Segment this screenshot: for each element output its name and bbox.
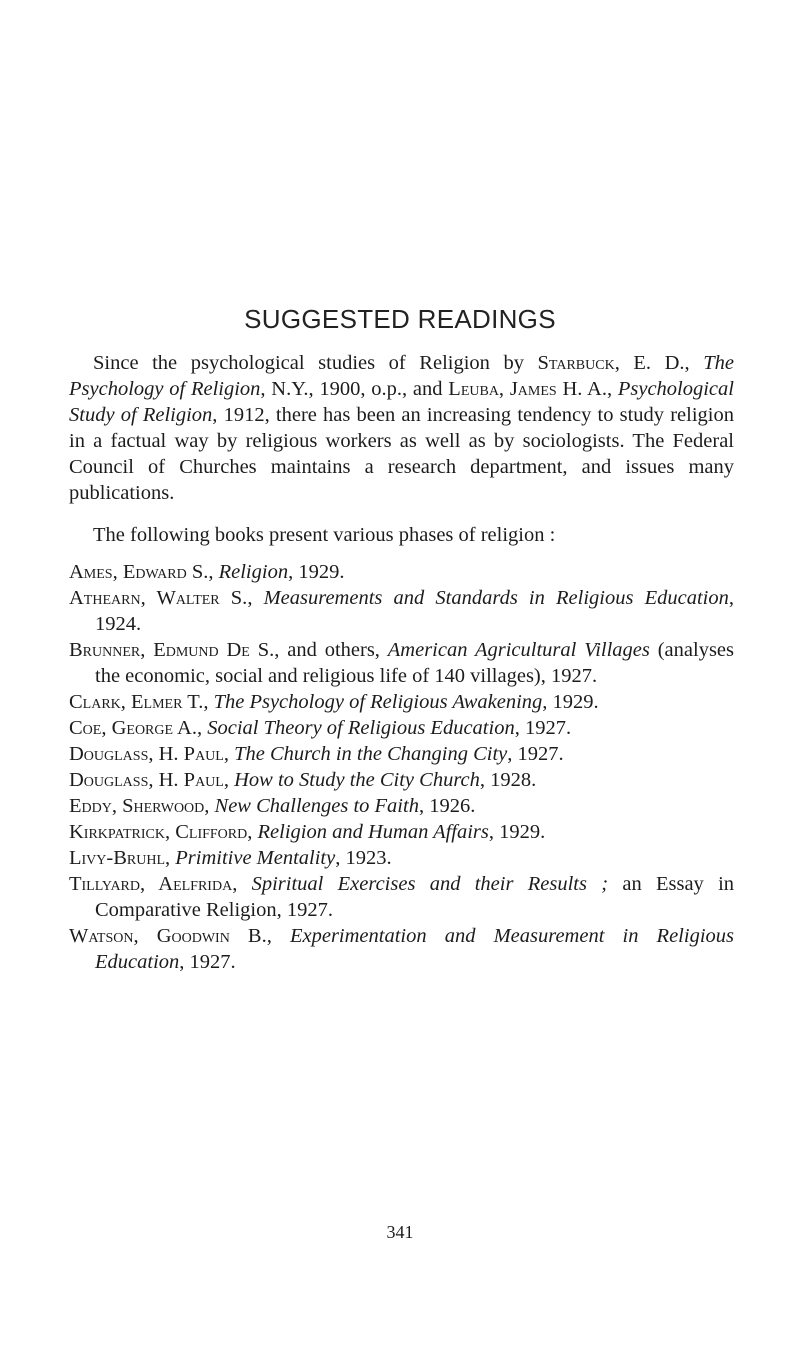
reference-separator: , and others, — [274, 639, 388, 661]
reference-details: an Essay in Comparative Religion, 1927. — [95, 873, 735, 921]
intro-paragraph — [69, 350, 734, 506]
reference-details: , 1926. — [418, 795, 476, 817]
reference-item — [69, 689, 734, 715]
reference-author: Ames, Edward S. — [69, 561, 209, 583]
reference-separator: , — [223, 743, 235, 765]
reference-author: Athearn, Walter S. — [69, 587, 248, 609]
reference-title: Experimentation and Measurement in Religious Education — [95, 925, 734, 973]
reference-author: Livy-Bruhl — [69, 847, 166, 869]
intro-author: Leuba, James H. A. — [448, 378, 607, 400]
intro-book-title: The Psychology of Religion — [69, 352, 734, 400]
reference-separator: , — [232, 873, 252, 895]
intro-text: Since the psychological studies of Religion by — [93, 352, 538, 374]
reference-details: , 1927. — [179, 951, 236, 973]
reference-title: The Psychology of Religious Awakening — [213, 691, 543, 713]
reference-details: , 1924. — [95, 587, 734, 635]
reference-title: Spiritual Exercises and their Results ; — [251, 873, 609, 895]
reference-author: Kirkpatrick, Clifford — [69, 821, 248, 843]
reference-title: The Church in the Changing City — [234, 743, 508, 765]
reference-item — [69, 845, 734, 871]
page-heading: SUGGESTED READINGS — [244, 304, 556, 334]
intro-text: , — [684, 352, 704, 374]
reference-details: , 1929. — [488, 821, 546, 843]
reference-list — [69, 559, 734, 975]
reference-item — [69, 741, 734, 767]
reference-item — [69, 819, 734, 845]
reference-details: , 1928. — [479, 769, 537, 791]
reference-title: Measurements and Standards in Religious Education — [263, 587, 729, 609]
reference-title: Religion — [218, 561, 289, 583]
readings-content — [69, 350, 734, 975]
reference-separator: , — [247, 821, 258, 843]
reference-author: Tillyard, Aelfrida — [69, 873, 233, 895]
reference-details: , 1927. — [514, 717, 572, 739]
intro-text: , N.Y., 1900, o.p., and — [260, 378, 449, 400]
reference-item — [69, 637, 734, 689]
reference-item — [69, 559, 734, 585]
reference-separator: , — [208, 561, 219, 583]
reference-title: Social Theory of Religious Education — [207, 717, 515, 739]
reference-separator: , — [223, 769, 235, 791]
reference-author: Clark, Elmer T. — [69, 691, 204, 713]
reference-title: American Agricultural Villages — [387, 639, 650, 661]
reference-separator: , — [203, 691, 214, 713]
reference-author: Watson, Goodwin B. — [69, 925, 267, 947]
reference-details: , 1929. — [542, 691, 599, 713]
reference-separator: , — [247, 587, 264, 609]
reference-separator: , — [196, 717, 208, 739]
reference-item — [69, 923, 734, 975]
intro-text: , 1912, there has been an increasing tendency to study religion in a factual way by religious workers as well as by sociologists. The Federal Council of Churches maintains a research department, and issues many publications. — [69, 404, 734, 504]
reference-title: Religion and Human Affairs — [257, 821, 489, 843]
reference-author: Douglass, H. Paul — [69, 769, 224, 791]
reference-item — [69, 871, 734, 923]
reference-title: How to Study the City Church — [234, 769, 480, 791]
reference-author: Eddy, Sherwood — [69, 795, 205, 817]
reference-author: Brunner, Edmund De S. — [69, 639, 275, 661]
reference-separator: , — [165, 847, 176, 869]
reference-item — [69, 767, 734, 793]
reference-author: Douglass, H. Paul — [69, 743, 224, 765]
reference-details: (analyses the economic, social and religious life of 140 villages), 1927. — [95, 639, 734, 687]
reference-item — [69, 715, 734, 741]
intro-author: Starbuck, E. D. — [537, 352, 685, 374]
reference-details: , 1927. — [507, 743, 564, 765]
reference-item — [69, 793, 734, 819]
reference-author: Coe, George A. — [69, 717, 197, 739]
reference-separator: , — [204, 795, 215, 817]
list-lead-in: The following books present various phases of religion : — [93, 524, 556, 546]
intro-book-title: Psychological Study of Religion — [69, 378, 734, 426]
reference-title: Primitive Mentality — [175, 847, 336, 869]
reference-details: , 1929. — [288, 561, 345, 583]
page-number: 341 — [386, 1222, 414, 1242]
reference-item — [69, 585, 734, 637]
intro-text: , — [606, 378, 618, 400]
reference-separator: , — [266, 925, 290, 947]
reference-title: New Challenges to Faith — [214, 795, 419, 817]
reference-details: , 1923. — [335, 847, 392, 869]
